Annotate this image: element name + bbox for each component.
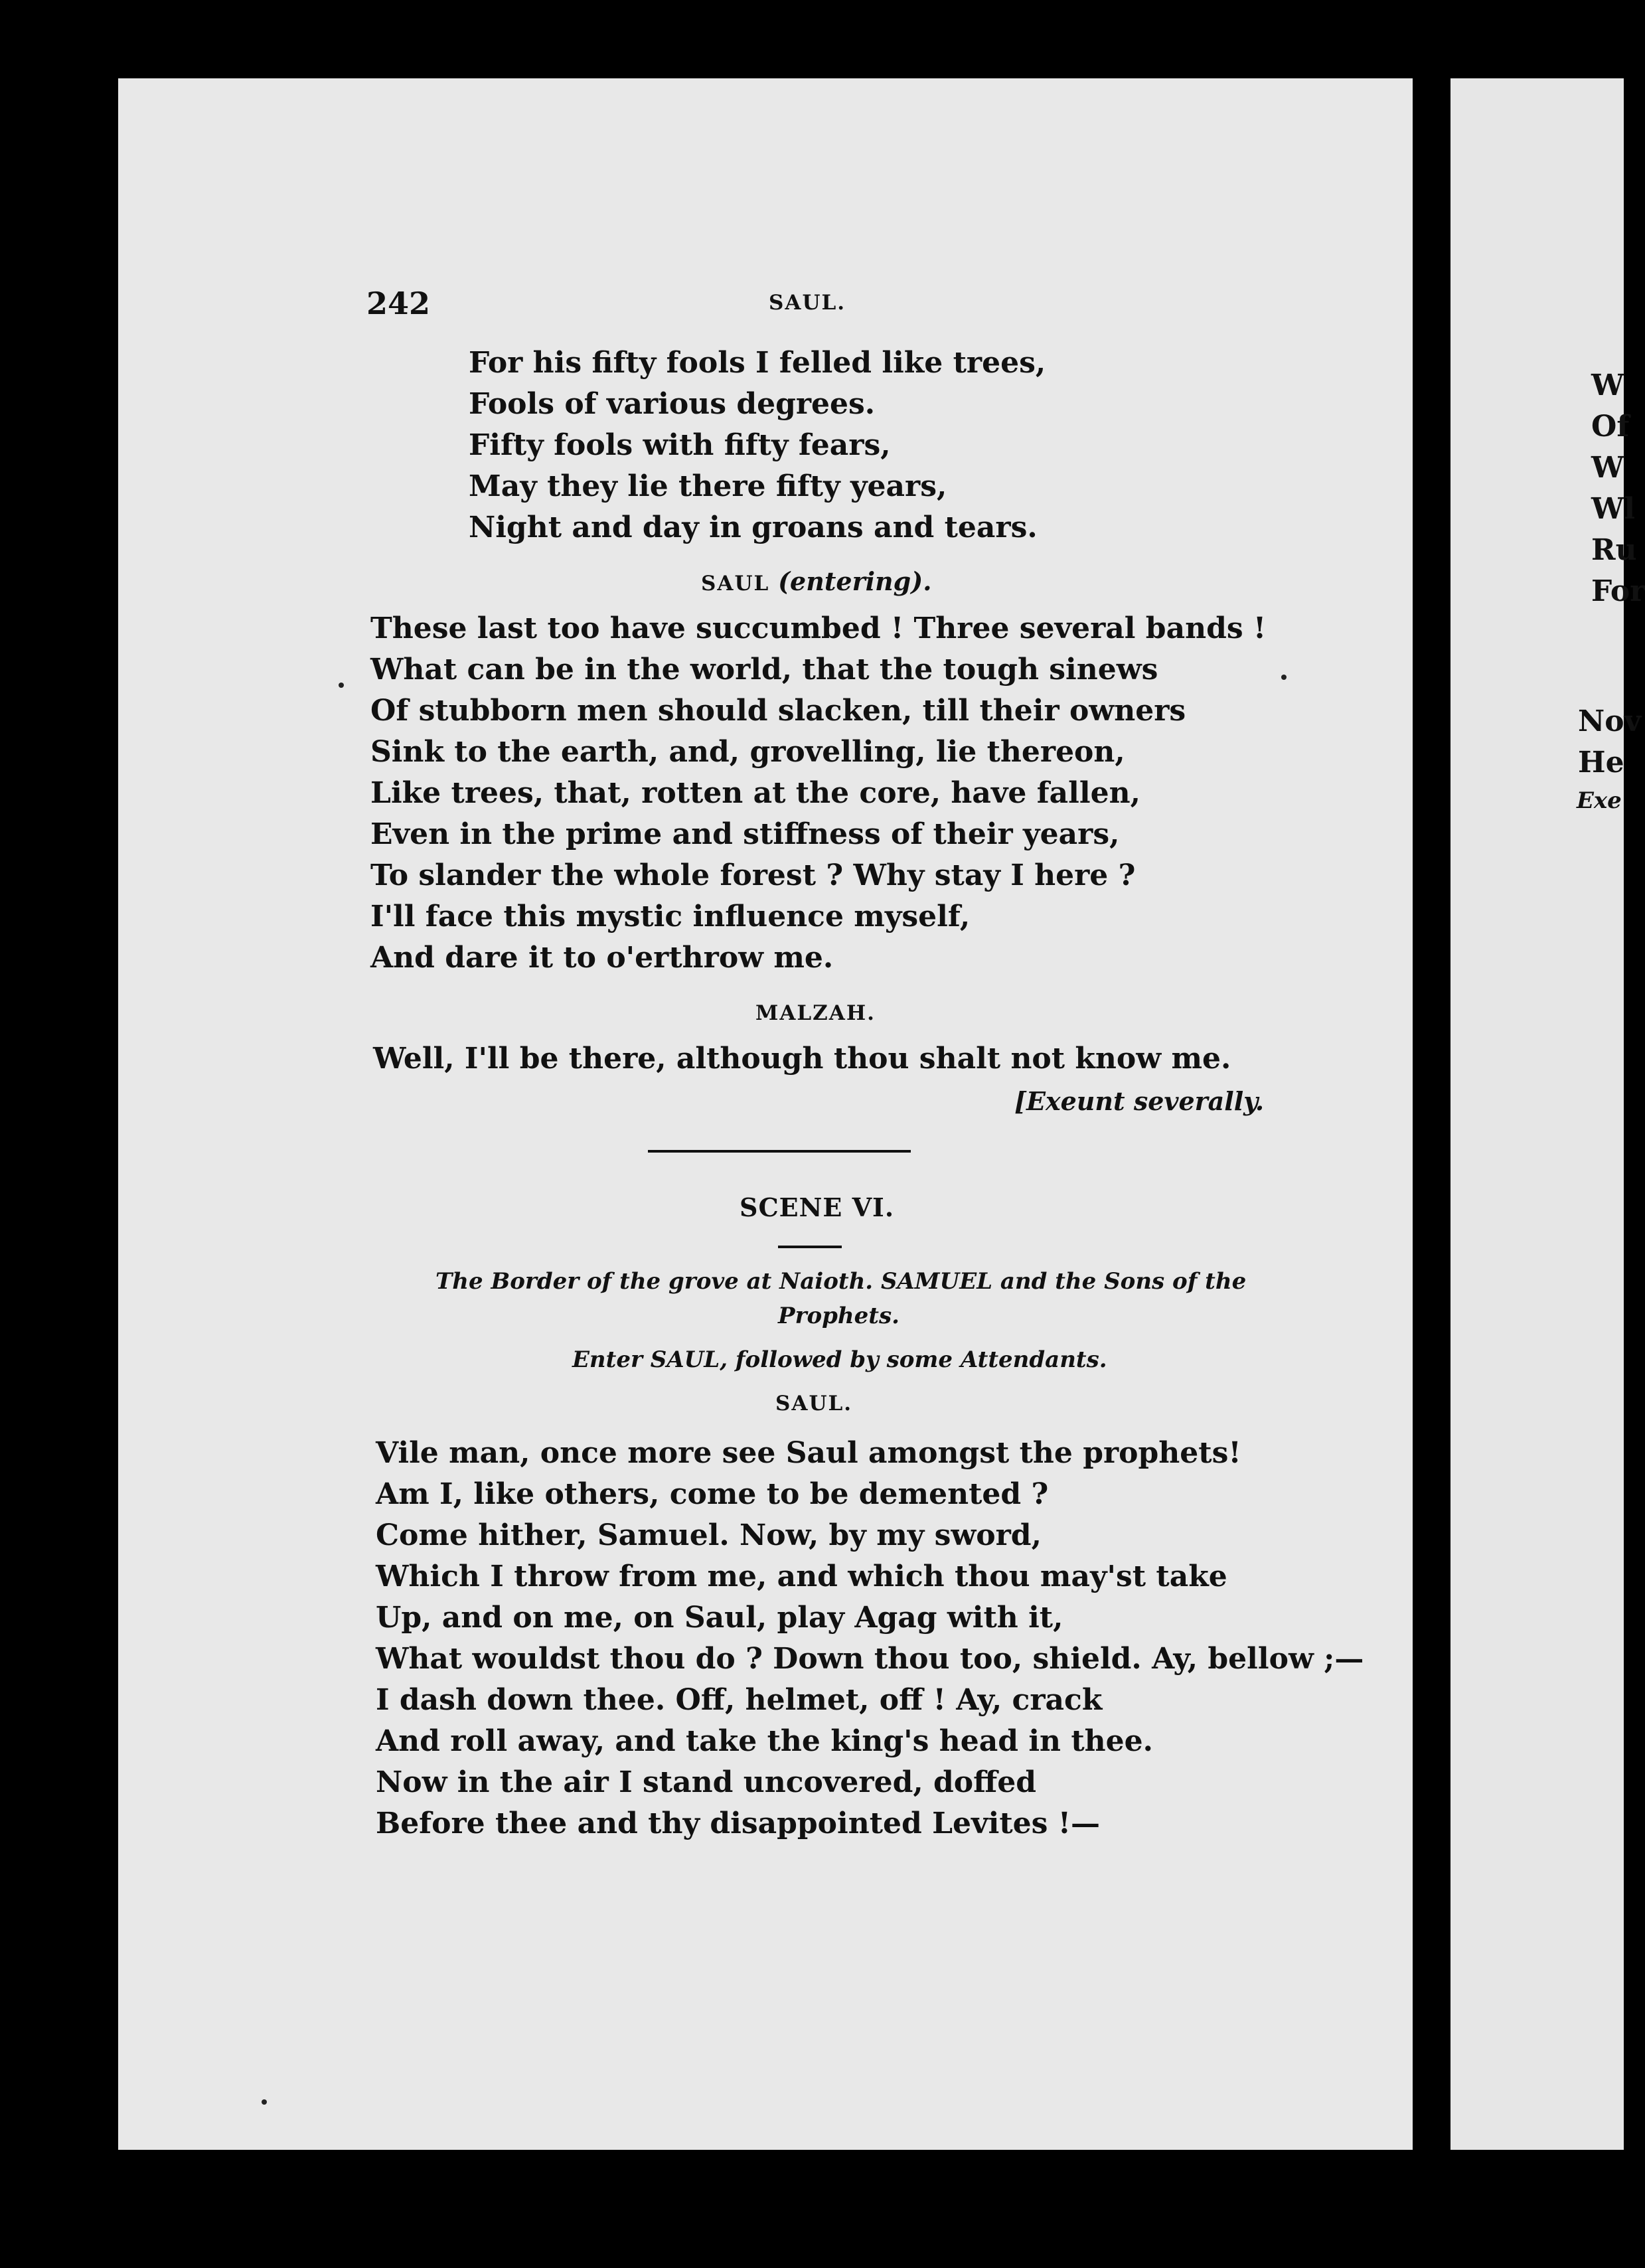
print-speck	[262, 2099, 267, 2105]
verse-line: Vile man, once more see Saul amongst the prophets!	[376, 1436, 1241, 1470]
text-fragment: He	[1578, 746, 1624, 779]
text-fragment: Ru	[1591, 533, 1637, 567]
scene-underline	[778, 1246, 842, 1248]
print-speck	[1281, 675, 1287, 680]
facing-page-fragments	[1591, 365, 1645, 612]
verse-line: Now in the air I stand uncovered, doffed	[376, 1765, 1036, 1799]
verse-line: Even in the prime and stiffness of their years,	[370, 817, 1120, 851]
verse-line: Before thee and thy disappointed Levites !—	[376, 1807, 1101, 1840]
verse-line: And roll away, and take the king's head in thee.	[376, 1724, 1153, 1758]
entry-direction: Enter SAUL, followed by some Attendants.	[572, 1346, 1107, 1373]
running-head: SAUL.	[769, 291, 846, 315]
text-fragment: Of	[1591, 410, 1630, 444]
speaker-heading	[701, 566, 931, 596]
verse-line: What can be in the world, that the tough sinews	[370, 653, 1158, 687]
text-fragment: Nov	[1578, 704, 1642, 738]
setting-description: Prophets.	[778, 1303, 900, 1329]
verse-line: Of stubborn men should slacken, till their owners	[370, 694, 1186, 728]
text-fragment: Wl	[1591, 492, 1636, 526]
verse-line: Am I, like others, come to be demented ?	[376, 1477, 1049, 1511]
verse-line: And dare it to o'erthrow me.	[370, 941, 834, 975]
speaker-name: SAUL	[701, 572, 770, 596]
verse-line: These last too have succumbed ! Three several bands !	[370, 611, 1267, 645]
exit-direction: [Exeunt severally.	[1014, 1086, 1265, 1116]
verse-line: Like trees, that, rotten at the core, have fallen,	[370, 776, 1140, 810]
song-verse	[469, 343, 1046, 548]
setting-description: The Border of the grove at Naioth. SAMUEL and the Sons of the	[435, 1268, 1247, 1295]
scene-heading: SCENE VI.	[740, 1192, 895, 1222]
speaker-heading: SAUL.	[775, 1392, 853, 1416]
speaker-heading: MALZAH.	[755, 1001, 876, 1025]
text-fragment: W	[1591, 368, 1624, 402]
page-number: 242	[366, 285, 431, 321]
verse-line: Come hither, Samuel. Now, by my sword,	[376, 1518, 1042, 1552]
verse-line: For his fifty fools I felled like trees,	[469, 346, 1046, 380]
verse-line: What wouldst thou do ? Down thou too, shield. Ay, bellow ;—	[376, 1642, 1364, 1676]
facing-page-fragments	[1578, 701, 1641, 783]
speech-block	[376, 1433, 1364, 1844]
verse-line: Fools of various degrees.	[469, 387, 876, 421]
verse-line: Fifty fools with fifty fears,	[469, 428, 891, 462]
verse-line: I'll face this mystic influence myself,	[370, 900, 971, 933]
verse-line: Well, I'll be there, although thou shalt not know me.	[373, 1042, 1231, 1076]
section-divider	[648, 1150, 911, 1153]
verse-line: Up, and on me, on Saul, play Agag with it,	[376, 1601, 1063, 1635]
verse-line: I dash down thee. Off, helmet, off ! Ay, crack	[376, 1683, 1103, 1717]
book-page	[118, 78, 1413, 2150]
verse-line: Night and day in groans and tears.	[469, 511, 1038, 544]
text-fragment: W	[1591, 451, 1624, 485]
facing-page	[1450, 78, 1645, 2150]
text-fragment: For	[1591, 574, 1645, 608]
speech-block	[370, 608, 1266, 979]
verse-line: To slander the whole forest ? Why stay I here ?	[370, 858, 1136, 892]
verse-line: Which I throw from me, and which thou may'st take	[376, 1560, 1227, 1593]
verse-line: Sink to the earth, and, grovelling, lie thereon,	[370, 735, 1125, 769]
print-speck	[339, 683, 344, 688]
text-fragment: Exe	[1577, 787, 1622, 814]
verse-line: May they lie there fifty years,	[469, 469, 947, 503]
stage-direction-inline: (entering).	[778, 566, 932, 596]
